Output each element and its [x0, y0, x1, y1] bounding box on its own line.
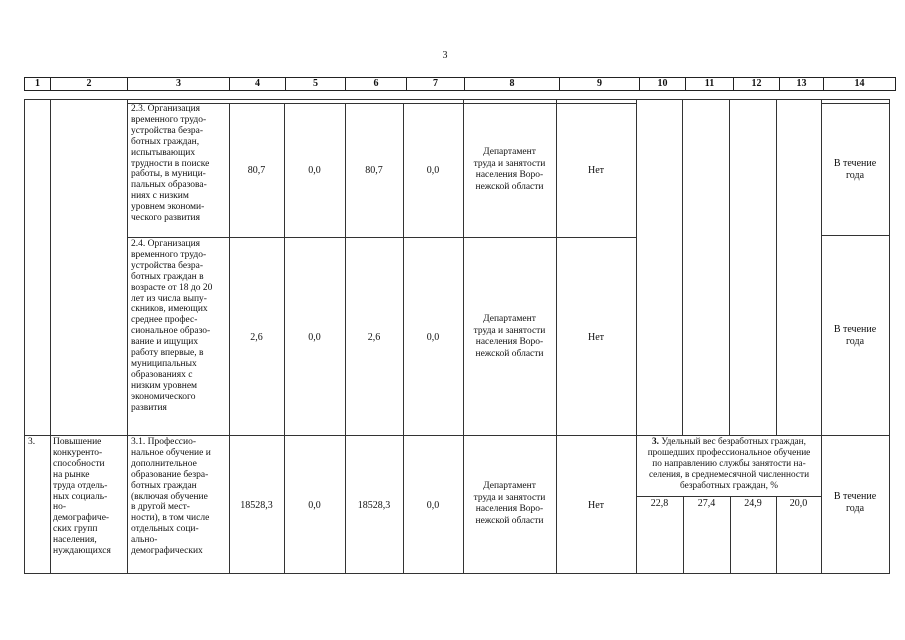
column-header: 9: [560, 78, 640, 91]
column-header: 13: [780, 78, 824, 91]
page-number: 3: [442, 50, 448, 61]
indicator-number: 3.: [652, 437, 659, 447]
indicator-title: [638, 437, 820, 492]
column-number-header: [24, 77, 896, 91]
column-header: 6: [346, 78, 407, 91]
column-header: 1: [25, 78, 51, 91]
cell-value: 2,6: [367, 332, 381, 343]
column-header: 2: [51, 78, 128, 91]
cell-value: 80,7: [365, 165, 383, 176]
column-header: 7: [407, 78, 465, 91]
indicator-title-text: Удельный вес безработных граждан, прошедших профессиональное обучение по направлению службы занятости на- селения, в среднемесячной численности безработных граждан, %: [647, 437, 811, 491]
term-text: В течение года: [833, 158, 877, 181]
cell-value: Нет: [587, 500, 605, 511]
column-header: 11: [686, 78, 734, 91]
cell-value: 18528,3: [357, 500, 391, 511]
cell-value: 18528,3: [240, 500, 273, 511]
indicator-value: 24,9: [744, 498, 762, 509]
section-number: 3.: [28, 437, 36, 447]
column-header: 10: [640, 78, 686, 91]
cell-value: 80,7: [247, 165, 266, 176]
executor-text: Департамент труда и занятости населения Воро- нежской области: [473, 481, 546, 526]
column-header: 8: [465, 78, 560, 91]
cell-value: 2,6: [250, 332, 263, 343]
cell-value: 0,0: [426, 332, 440, 343]
cell-value: Нет: [587, 332, 605, 343]
column-header: 14: [824, 78, 896, 91]
column-header: 4: [230, 78, 286, 91]
executor-text: Департамент труда и занятости населения Воро- нежской области: [473, 314, 546, 359]
indicator-value: 20,0: [789, 498, 808, 509]
indicator-value: 27,4: [697, 498, 716, 509]
cell-value: 0,0: [308, 332, 321, 343]
term-text: В течение года: [833, 324, 877, 347]
column-header: 3: [128, 78, 230, 91]
goal-text: Повышение конкуренто- способности на рынке труда отдель- ных социаль- но- демографиче- ских групп населения, нуждающихся: [53, 437, 111, 557]
indicator-value: 22,8: [650, 498, 669, 509]
cell-value: 0,0: [308, 500, 321, 511]
measure-text: 2.4. Организация временного трудо- устройства безра- ботных граждан в возрасте от 18 до 20 лет из числа выпу- скников, имеющих среднее профес- сиональное образо- вание и ищущих работу впервые, в муниципальных образованиях с низким уровнем экономического развития: [131, 239, 213, 413]
measure-text: 3.1. Професcио- нальное обучение и дополнительное образование безра- ботных граждан (включая обучение в другой мест- ности), в том числе отдельных соци- ально- демографических: [131, 437, 211, 557]
measure-text: 2.3. Организация временного трудо- устройства безра- ботных граждан, испытывающих трудности в поиске работы, в муници- пальных образова- ниях с низким уровнем экономи- ческого развития: [131, 104, 210, 224]
cell-value: 0,0: [426, 165, 440, 176]
column-header: 12: [734, 78, 780, 91]
term-text: В течение года: [833, 491, 877, 514]
cell-value: 0,0: [308, 165, 321, 176]
executor-text: Департамент труда и занятости населения Воро- нежской области: [473, 147, 546, 192]
column-header: 5: [286, 78, 346, 91]
cell-value: Нет: [587, 165, 605, 176]
cell-value: 0,0: [426, 500, 440, 511]
